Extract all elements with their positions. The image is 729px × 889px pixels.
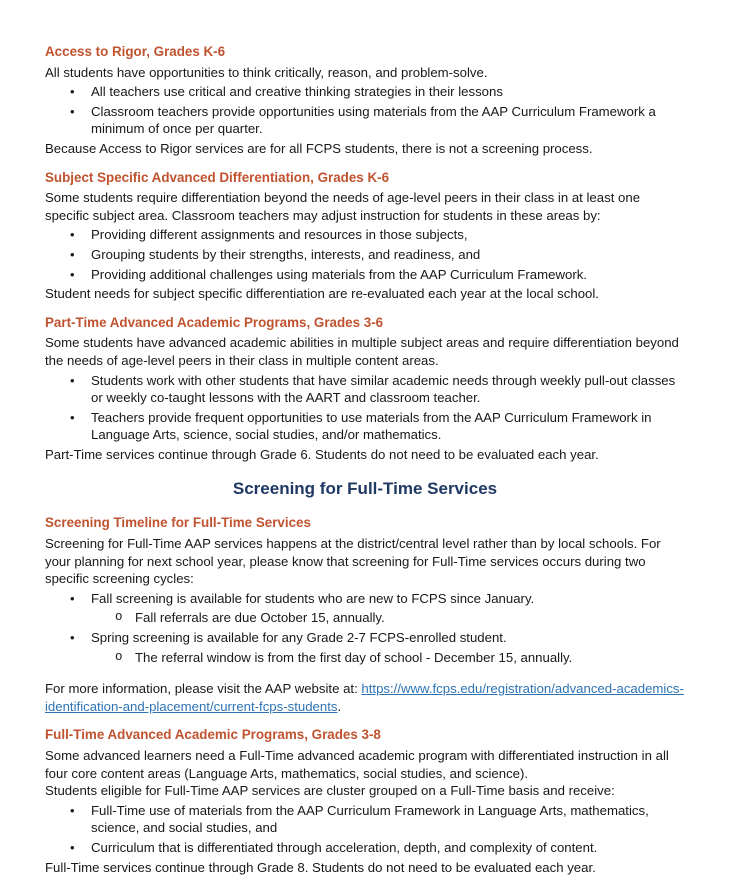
list-item: [45, 802, 685, 837]
bullet-list-subject: [45, 226, 685, 283]
more-info-text: For more information, please visit the AAP website at:: [45, 681, 362, 697]
bullet-icon: •: [70, 246, 75, 262]
section-full-time: [45, 726, 685, 876]
circle-bullet-icon: o: [115, 649, 123, 664]
sub-list-item: [45, 609, 685, 627]
paragraph-full-time-intro2: Students eligible for Full-Time AAP services are cluster grouped on a Full-Time basis and receive:: [45, 783, 615, 799]
bullet-icon: •: [70, 802, 75, 818]
list-item-text: Spring screening is available for any Grade 2-7 FCPS-enrolled student.: [91, 630, 507, 646]
bullet-icon: •: [70, 84, 75, 100]
paragraph-part-time-intro: Some students have advanced academic abilities in multiple subject areas and require differentiation beyond the needs of age-level peers in their class in multiple content areas.: [45, 335, 679, 368]
bullet-list-part-time: [45, 372, 685, 444]
bullet-list-timeline: [45, 590, 685, 666]
bullet-icon: •: [70, 372, 75, 388]
list-item-text: Providing additional challenges using materials from the AAP Curriculum Framework.: [91, 266, 587, 282]
list-item: [45, 629, 685, 647]
sub-list-item-text: The referral window is from the first day of school - December 15, annually.: [135, 649, 573, 665]
paragraph-more-info: [45, 680, 685, 715]
section-access-to-rigor: [45, 43, 685, 158]
paragraph-timeline-intro: Screening for Full-Time AAP services happens at the district/central level rather than by local schools. For your planning for next school year, please know that screening for Full-Time services occurs during two specific screening cycles:: [45, 536, 661, 587]
list-item: [45, 839, 685, 857]
list-item-text: All teachers use critical and creative thinking strategies in their lessons: [91, 84, 503, 100]
paragraph-access-intro: All students have opportunities to think critically, reason, and problem-solve.: [45, 64, 488, 80]
list-item: [45, 409, 685, 444]
list-item: [45, 83, 685, 101]
list-item: [45, 590, 685, 608]
circle-bullet-icon: o: [115, 610, 123, 625]
sub-list-item-text: Fall referrals are due October 15, annually.: [135, 610, 385, 626]
list-item-text: Providing different assignments and resources in those subjects,: [91, 227, 468, 243]
list-item: [45, 372, 685, 407]
section-heading-part-time: Part-Time Advanced Academic Programs, Grades 3-6: [45, 314, 384, 330]
bullet-icon: •: [70, 227, 75, 243]
bullet-icon: •: [70, 839, 75, 855]
bullet-icon: •: [70, 630, 75, 646]
section-heading-access-to-rigor: Access to Rigor, Grades K-6: [45, 44, 226, 59]
bullet-list-full-time: [45, 802, 685, 857]
list-item: [45, 246, 685, 264]
paragraph-access-outro: Because Access to Rigor services are for all FCPS students, there is not a screening process.: [45, 140, 593, 156]
section-part-time: [45, 314, 685, 464]
section-heading-subject-specific: Subject Specific Advanced Differentiation, Grades K-6: [45, 169, 390, 185]
paragraph-subject-intro: Some students require differentiation beyond the needs of age-level peers in their class in at least one specific subject area. Classroom teachers may adjust instruction for students in these areas by:: [45, 190, 641, 223]
list-item: [45, 103, 685, 138]
section-heading-screening-timeline: Screening Timeline for Full-Time Services: [45, 515, 311, 531]
bullet-icon: •: [70, 409, 75, 425]
sub-list-item: [45, 649, 685, 667]
list-item: [45, 266, 685, 284]
more-info-period: .: [337, 698, 342, 714]
list-item-text: Teachers provide frequent opportunities to use materials from the AAP Curriculum Framework in Language Arts, science, social studies, and/or mathematics.: [91, 409, 652, 443]
bullet-icon: •: [70, 103, 75, 119]
paragraph-full-time-intro1: Some advanced learners need a Full-Time advanced academic program with differentiated instruction in all four core content areas (Language Arts, mathematics, social studies, and science).: [45, 748, 669, 781]
section-screening-timeline: [45, 514, 685, 666]
list-item-text: Curriculum that is differentiated through acceleration, depth, and complexity of content.: [91, 839, 598, 855]
section-heading-full-time: Full-Time Advanced Academic Programs, Grades 3-8: [45, 727, 381, 743]
list-item-text: Grouping students by their strengths, interests, and readiness, and: [91, 246, 481, 262]
aap-website-link[interactable]: https://www.fcps.edu/registration/advanced-academics-identification-and-placement/current-fcps-students: [45, 681, 684, 714]
list-item: [45, 226, 685, 244]
list-item-text: Fall screening is available for students who are new to FCPS since January.: [91, 590, 535, 606]
paragraph-part-time-outro: Part-Time services continue through Grade 6. Students do not need to be evaluated each year.: [45, 446, 599, 462]
bullet-icon: •: [70, 590, 75, 606]
list-item-text: Full-Time use of materials from the AAP Curriculum Framework in Language Arts, mathematics, science, and social studies, and: [91, 802, 649, 836]
page-title-screening: Screening for Full-Time Services: [232, 479, 498, 499]
paragraph-subject-outro: Student needs for subject specific differentiation are re-evaluated each year at the local school.: [45, 286, 599, 302]
list-item-text: Classroom teachers provide opportunities using materials from the AAP Curriculum Framework a minimum of once per quarter.: [91, 103, 656, 137]
paragraph-full-time-outro: Full-Time services continue through Grade 8. Students do not need to be evaluated each year.: [45, 859, 596, 875]
bullet-list-access: [45, 83, 685, 138]
list-item-text: Students work with other students that have similar academic needs through weekly pull-out classes or weekly co-taught lessons with the AART and classroom teacher.: [91, 372, 676, 406]
section-subject-specific: [45, 169, 685, 303]
bullet-icon: •: [70, 266, 75, 282]
